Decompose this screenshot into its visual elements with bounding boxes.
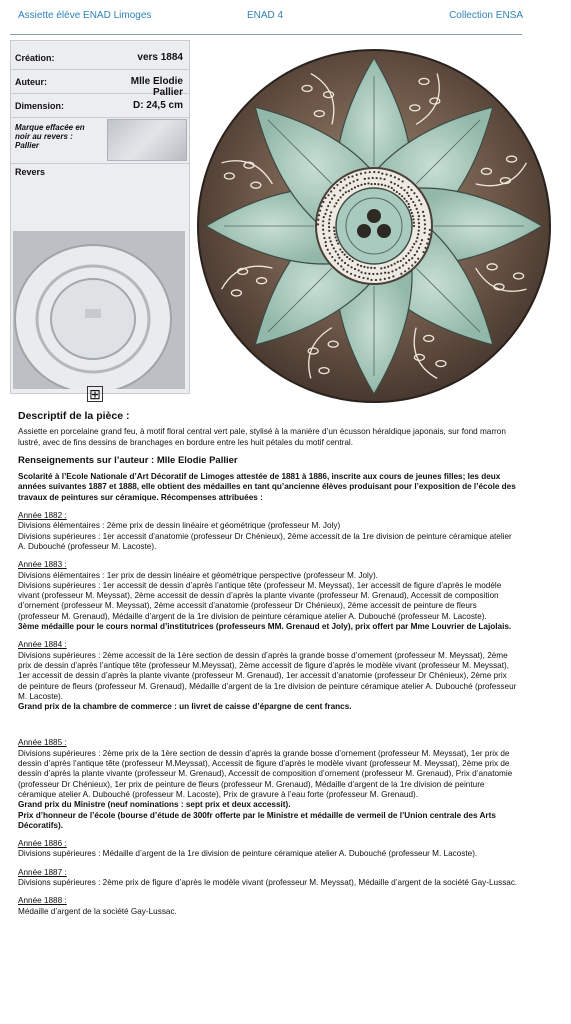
ring-dot: [420, 203, 422, 205]
ring-dot: [397, 185, 399, 187]
ring-dot: [364, 272, 366, 274]
ring-dot: [376, 177, 378, 179]
ring-dot: [426, 242, 428, 244]
ring-dot: [349, 258, 351, 260]
ring-dot: [333, 247, 335, 249]
ring-dot: [363, 266, 365, 268]
ring-dot: [379, 279, 381, 281]
ring-dot: [368, 177, 370, 179]
ring-dot: [357, 264, 359, 266]
ring-dot: [380, 177, 382, 179]
ring-dot: [410, 198, 412, 200]
ring-dot: [337, 254, 339, 256]
revers-label: Revers: [15, 167, 46, 177]
ring-dot: [323, 237, 325, 239]
ring-dot: [346, 256, 348, 258]
ring-dot: [344, 254, 346, 256]
ring-dot: [347, 264, 349, 266]
ring-dot: [405, 255, 407, 257]
ring-dot: [339, 189, 341, 191]
ring-dot: [342, 187, 344, 189]
ring-dot: [407, 252, 409, 254]
ring-dot: [353, 180, 355, 182]
ring-dot: [403, 189, 405, 191]
ring-dot: [378, 171, 380, 173]
info-panel: [10, 40, 190, 394]
ring-dot: [396, 191, 398, 193]
ring-dot: [368, 273, 370, 275]
ring-dot: [370, 267, 372, 269]
ring-dot: [413, 225, 415, 227]
ring-dot: [346, 271, 348, 273]
ring-dot: [411, 257, 413, 259]
ring-dot: [413, 222, 415, 224]
ring-dot: [421, 239, 423, 241]
ring-dot: [322, 229, 324, 231]
ring-dot: [341, 259, 343, 261]
dimension-value: D: 24,5 cm: [132, 100, 183, 111]
ring-dot: [360, 271, 362, 273]
ring-dot: [356, 174, 358, 176]
ring-dot: [408, 267, 410, 269]
year-1886-heading: Année 1886 :: [18, 839, 67, 849]
ring-dot: [400, 273, 402, 275]
ring-dot: [333, 187, 335, 189]
ring-dot: [423, 215, 425, 217]
ring-dot: [410, 209, 412, 211]
dimension-row: [11, 95, 189, 118]
ring-dot: [322, 220, 324, 222]
ring-dot: [331, 244, 333, 246]
ring-dot: [370, 183, 372, 185]
year-1885-sup: Divisions supérieures : 2ème prix de la 1ère section de dessin d’après la grande bosse d’ornement (professeur M. Meyssat), 1er prix de dessin d’après l’antique tête (professeur M.Meyssat), Accessit de figure d’après le modèle vivant (professeur M. Meyssat), 2ème prix de dessin d’après la plante vivante (professeur M. Grenaud), Accessit de composition d’ornement (professeur M. Grenaud), Prix d’anatomie (professeur Dr Chénieux), 1er prix de peinture de fleurs (professeur M. Grenaud), Médaille d’argent de la 1re division de peinture céramique atelier A. Dubouché (professeur M. Lacoste), Prix de gravure à l’eau forte (professeur M. Grenaud).: [18, 748, 513, 799]
ring-dot: [351, 188, 353, 190]
ring-dot: [398, 193, 400, 195]
ring-dot: [325, 245, 327, 247]
ring-dot: [413, 243, 415, 245]
ring-dot: [407, 203, 409, 205]
ring-dot: [329, 215, 331, 217]
ring-dot: [323, 233, 325, 235]
ring-dot: [345, 191, 347, 193]
ring-dot: [384, 267, 386, 269]
ring-dot: [348, 190, 350, 192]
ring-dot: [418, 226, 420, 228]
ring-dot: [360, 184, 362, 186]
plate-photo: [196, 48, 552, 404]
ring-dot: [372, 177, 374, 179]
ring-dot: [317, 223, 319, 225]
ring-dot: [402, 264, 404, 266]
header-left: Assiette élève ENAD Limoges: [18, 10, 152, 21]
ring-dot: [404, 270, 406, 272]
creation-row: [11, 47, 189, 70]
ring-dot: [372, 273, 374, 275]
ring-dot: [410, 189, 412, 191]
ring-dot: [380, 267, 382, 269]
ring-dot: [392, 275, 394, 277]
ring-dot: [328, 222, 330, 224]
ring-dot: [405, 262, 407, 264]
revers-photo: [13, 231, 185, 389]
description-document: [18, 411, 518, 917]
year-1886-sup: Divisions supérieures : Médaille d’argent de la 1re division de peinture céramique atelier A. Dubouché (professeur M. Lacoste).: [18, 849, 478, 859]
ring-dot: [407, 186, 409, 188]
ring-dot: [373, 171, 375, 173]
ring-dot: [367, 278, 369, 280]
ring-dot: [336, 184, 338, 186]
ring-dot: [397, 261, 399, 263]
ring-dot: [351, 175, 353, 177]
ring-dot: [429, 229, 431, 231]
ring-dot: [424, 247, 426, 249]
ring-dot: [356, 179, 358, 181]
year-1883-heading: Année 1883 :: [18, 560, 67, 570]
ring-dot: [348, 176, 350, 178]
ring-dot: [340, 181, 342, 183]
ring-dot: [337, 199, 339, 201]
descriptif-text: Assiette en porcelaine grand feu, à motif floral central vert pale, stylisé à la manière d’un écusson héraldique japonais, sur fond marron lustré, avec de fins dessins de branchages en bordure entre les huit pétales du motif central.: [18, 427, 506, 447]
ring-dot: [345, 184, 347, 186]
ring-dot: [335, 202, 337, 204]
ring-dot: [328, 218, 330, 220]
ring-dot: [370, 279, 372, 281]
ring-dot: [344, 178, 346, 180]
year-1882-elem: Divisions élémentaires : 2ème prix de dessin linéaire et géométrique (professeur M. Joly): [18, 521, 341, 531]
ring-dot: [428, 233, 430, 235]
ring-dot: [328, 237, 330, 239]
year-1885-heading: Année 1885 :: [18, 738, 67, 748]
ring-dot: [360, 265, 362, 267]
ring-dot: [330, 190, 332, 192]
year-1885-honneur: Prix d’honneur de l’école (bourse d’étude de 300fr offerte par le Ministre et médaille de vermeil de l’Union centrale des Arts Décoratifs).: [18, 810, 496, 830]
ring-dot: [354, 268, 356, 270]
year-1883-elem: Divisions élémentaires : 1er prix de dessin linéaire et géométrique perspective (professeur M. Joly).: [18, 570, 378, 580]
ring-dot: [391, 270, 393, 272]
mark-label: Marque effacée en noir au revers : Pallier: [15, 123, 85, 150]
ring-dot: [402, 180, 404, 182]
ring-dot: [319, 210, 321, 212]
ring-dot: [400, 260, 402, 262]
ring-dot: [390, 175, 392, 177]
mark-photo: [107, 119, 187, 161]
ring-dot: [416, 237, 418, 239]
ring-dot: [342, 194, 344, 196]
ring-dot: [334, 259, 336, 261]
ring-dot: [403, 197, 405, 199]
ring-dot: [324, 197, 326, 199]
ring-dot: [325, 241, 327, 243]
ring-dot: [337, 262, 339, 264]
ring-dot: [330, 240, 332, 242]
ring-dot: [350, 273, 352, 275]
ring-dot: [390, 181, 392, 183]
year-1883-medal: 3ème médaille pour le cours normal d’institutrices (professeurs MM. Grenaud et Joly), prix offert par Mme Louvrier de Lajolais.: [18, 622, 512, 632]
ring-dot: [384, 272, 386, 274]
ring-dot: [383, 178, 385, 180]
ring-dot: [324, 213, 326, 215]
ring-dot: [413, 192, 415, 194]
ring-dot: [358, 269, 360, 271]
ring-dot: [417, 211, 419, 213]
expand-plus-icon[interactable]: ⊞: [87, 386, 103, 402]
ring-dot: [395, 269, 397, 271]
ring-dot: [337, 242, 339, 244]
year-1884-prize: Grand prix de la chambre de commerce : un livret de caisse d’épargne de cent francs.: [18, 702, 352, 712]
ring-dot: [331, 198, 333, 200]
ring-dot: [414, 261, 416, 263]
ring-dot: [328, 226, 330, 228]
year-1888-medal: Médaille d’argent de la société Gay-Lussac.: [18, 906, 177, 916]
ring-dot: [387, 186, 389, 188]
ring-dot: [393, 189, 395, 191]
ring-dot: [333, 230, 335, 232]
page-header: [18, 10, 523, 26]
ring-dot: [331, 256, 333, 258]
ring-dot: [357, 185, 359, 187]
ring-dot: [329, 252, 331, 254]
ring-dot: [335, 236, 337, 238]
ring-dot: [412, 201, 414, 203]
auteur-row: [11, 71, 189, 98]
ring-dot: [424, 223, 426, 225]
year-1882-heading: Année 1882 :: [18, 511, 67, 521]
ring-dot: [411, 246, 413, 248]
year-1884-sup: Divisions supérieures : 2ème accessit de la 1ère section de dessin d’après la grande bosse d’ornement (professeur M. Meyssat), 2ème prix de dessin d’après l’antique tête (professeur M.Meyssat), 2ème accessit de figure d’après le modèle vivant (professeur M. Meyssat), 1er accessit de dessin d’après la plante vivante (professeur M. Grenaud), 1er accessit d’anatomie (professeur Dr Chénieux), 2ème prix de peinture de fleurs (professeur M. Grenaud), Médaille d’argent de la 1re division de peinture céramique atelier A. Dubouché (professeur M. Lacoste).: [18, 650, 517, 701]
ring-dot: [334, 233, 336, 235]
ring-dot: [406, 192, 408, 194]
panel-divider: [11, 163, 189, 164]
ring-dot: [394, 183, 396, 185]
ring-dot: [417, 258, 419, 260]
ring-dot: [362, 277, 364, 279]
ring-dot: [322, 201, 324, 203]
ring-dot: [367, 266, 369, 268]
ring-dot: [327, 205, 329, 207]
ring-dot: [323, 216, 325, 218]
ring-dot: [327, 194, 329, 196]
ring-dot: [420, 243, 422, 245]
ring-dot: [410, 249, 412, 251]
ring-dot: [367, 182, 369, 184]
ring-dot: [320, 205, 322, 207]
ring-dot: [416, 250, 418, 252]
ring-dot: [387, 265, 389, 267]
ring-dot: [398, 178, 400, 180]
ring-dot: [414, 204, 416, 206]
ring-dot: [417, 233, 419, 235]
ring-dot: [411, 212, 413, 214]
ring-dot: [412, 218, 414, 220]
ring-dot: [360, 172, 362, 174]
ring-dot: [354, 186, 356, 188]
ring-dot: [394, 263, 396, 265]
ring-dot: [400, 187, 402, 189]
ring-dot: [329, 201, 331, 203]
ring-dot: [330, 211, 332, 213]
ring-dot: [422, 211, 424, 213]
ring-dot: [391, 187, 393, 189]
ring-dot: [394, 176, 396, 178]
year-1885-ministre: Grand prix du Ministre (neuf nominations : sept prix et deux accessit).: [18, 800, 291, 810]
ring-dot: [342, 268, 344, 270]
ring-dot: [352, 260, 354, 262]
ring-dot: [423, 232, 425, 234]
ring-dot: [406, 200, 408, 202]
ring-dot: [374, 183, 376, 185]
ring-dot: [422, 251, 424, 253]
ring-dot: [416, 196, 418, 198]
ring-dot: [374, 267, 376, 269]
ring-dot: [318, 214, 320, 216]
ring-dot: [427, 238, 429, 240]
ring-dot: [364, 172, 366, 174]
ring-dot: [415, 240, 417, 242]
auteur-intro: Scolarité à l’Ecole Nationale d’Art Décoratif de Limoges attestée de 1881 à 1886, inscrite aux cours de jeunes filles; les deux années suivantes 1887 et 1888, elle obtient des médailles en tant qu’ancienne élèves produisant pour l’exposition de l’école des travaux de peintures sur céramique. Récompenses attribuées :: [18, 472, 516, 502]
auteur-label: Auteur:: [15, 77, 47, 87]
ring-dot: [364, 183, 366, 185]
ring-dot: [341, 251, 343, 253]
ring-dot: [401, 195, 403, 197]
year-1887-sup: Divisions supérieures : 2ème prix de figure d’après le modèle vivant (professeur M. Meyssat), Médaille d’argent de la société Gay-Lussac.: [18, 877, 518, 887]
ring-dot: [364, 178, 366, 180]
ring-dot: [408, 195, 410, 197]
auteur-title: Renseignements sur l’auteur : Mlle Elodie Pallier: [18, 454, 238, 466]
ring-dot: [377, 183, 379, 185]
ring-dot: [338, 257, 340, 259]
ring-dot: [369, 171, 371, 173]
ring-dot: [333, 227, 335, 229]
year-1882-sup: Divisions supérieures : 1er accessit d’anatomie (professeur Dr Chénieux), 2ème accessit de la 1re division de peinture céramique atelier A. Dubouché (professeur M. Lacoste).: [18, 531, 512, 551]
ring-dot: [336, 239, 338, 241]
ring-dot: [376, 273, 378, 275]
header-divider: [10, 34, 522, 35]
dimension-label: Dimension:: [15, 101, 65, 111]
ring-dot: [408, 259, 410, 261]
ring-dot: [386, 173, 388, 175]
header-center: ENAD 4: [247, 10, 284, 21]
ring-dot: [388, 277, 390, 279]
ring-dot: [418, 199, 420, 201]
ring-dot: [384, 184, 386, 186]
ring-dot: [328, 230, 330, 232]
ring-dot: [354, 274, 356, 276]
ring-dot: [333, 194, 335, 196]
ring-dot: [418, 222, 420, 224]
year-1883-sup: Divisions supérieures : 1er accessit de dessin d’après l’antique tête (professeur M. Meyssat), 1er accessit de figure d’après le modèle vivant (professeur M. Meyssat), 2ème accessit de dessin d’après la plante vivante (professeur M. Grenaud), Accessit de composition d’ornement (professeur M. Meyssat), 2ème accessit d’anatomie (professeur Dr Chénieux), 2ème accessit de peinture de fleurs (professeur M. Grenaud), Médaille d’argent de la 1re division de peinture céramique atelier A. Dubouché (professeur M. Lacoste).: [18, 580, 502, 621]
ring-dot: [399, 267, 401, 269]
year-1884-heading: Année 1884 :: [18, 640, 67, 650]
ring-dot: [381, 184, 383, 186]
ring-dot: [380, 272, 382, 274]
ring-dot: [335, 250, 337, 252]
ring-dot: [384, 278, 386, 280]
ring-dot: [414, 254, 416, 256]
descriptif-title: Descriptif de la pièce :: [18, 410, 130, 422]
ring-dot: [326, 209, 328, 211]
creation-label: Création:: [15, 53, 55, 63]
ring-dot: [418, 215, 420, 217]
ring-dot: [412, 215, 414, 217]
ring-dot: [334, 205, 336, 207]
ring-dot: [416, 208, 418, 210]
ring-dot: [418, 229, 420, 231]
ring-dot: [388, 272, 390, 274]
ring-dot: [339, 248, 341, 250]
ring-dot: [344, 262, 346, 264]
ring-dot: [424, 219, 426, 221]
header-right: Collection ENSA: [449, 10, 523, 21]
spacer: [18, 712, 518, 730]
ring-dot: [418, 247, 420, 249]
year-1887-heading: Année 1887 :: [18, 867, 67, 877]
ring-dot: [375, 279, 377, 281]
ring-dot: [417, 218, 419, 220]
ring-dot: [408, 206, 410, 208]
ring-dot: [317, 219, 319, 221]
ring-dot: [340, 196, 342, 198]
ring-dot: [322, 224, 324, 226]
ring-dot: [349, 182, 351, 184]
ring-dot: [424, 227, 426, 229]
ring-dot: [340, 265, 342, 267]
ring-dot: [402, 257, 404, 259]
ring-dot: [381, 173, 383, 175]
auteur-value: Mlle Elodie Pallier: [130, 76, 183, 98]
ring-dot: [390, 264, 392, 266]
creation-value: vers 1884: [137, 52, 183, 63]
ring-dot: [411, 264, 413, 266]
year-1888-heading: Année 1888 :: [18, 896, 67, 906]
ring-dot: [350, 266, 352, 268]
ring-dot: [327, 249, 329, 251]
ring-dot: [358, 276, 360, 278]
